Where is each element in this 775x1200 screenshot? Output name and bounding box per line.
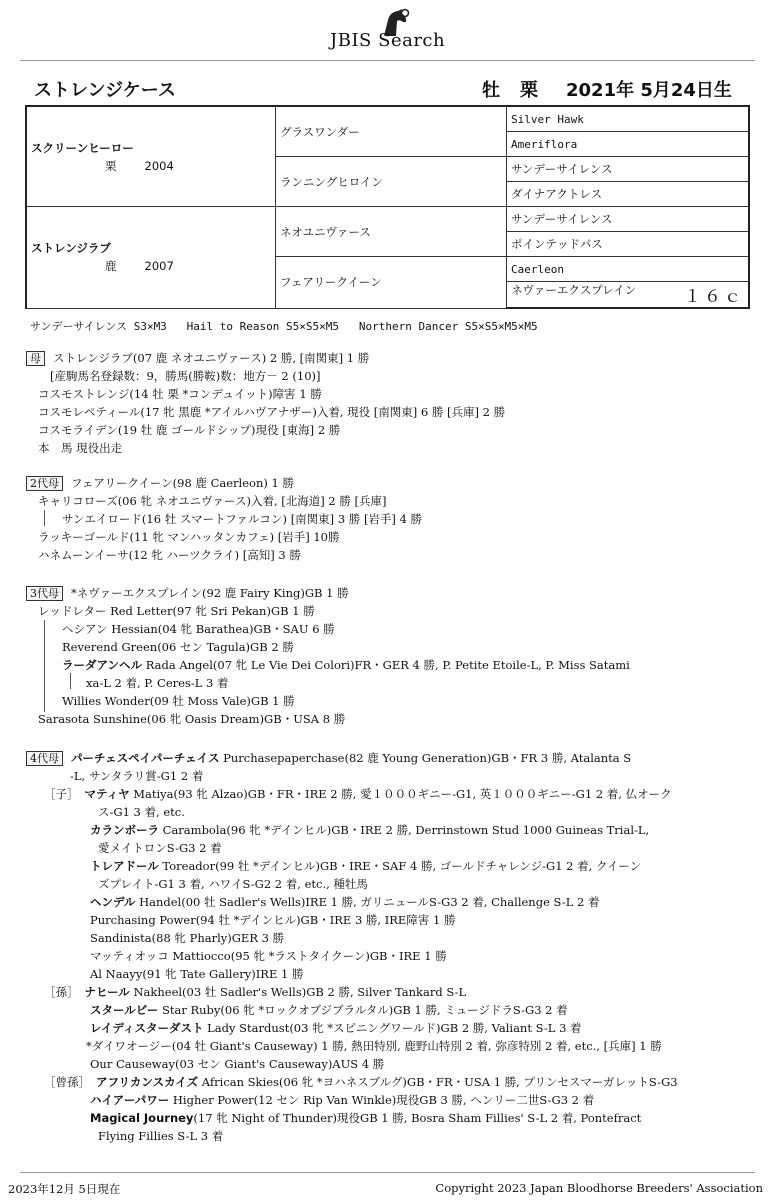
record-line [90,931,284,946]
pedigree-sire[interactable] [26,106,276,207]
record-line [44,787,672,802]
stakes-horse-name[interactable]: マティヤ [84,787,130,801]
record-text: Star Ruby(06 牝 *ロックオブジブラルタル)GB 1 勝, ミュージドラS-G3 2 着 [158,1003,568,1017]
record-text: xa-L 2 着, P. Ceres-L 3 着 [86,676,229,690]
logo-text: JBIS Search [330,30,446,51]
record-text: Flying Fillies S-L 3 着 [98,1129,224,1143]
record-line [90,967,303,982]
record-line [90,823,649,838]
record-text: フェアリークイーン(98 鹿 Caerleon) 1 勝 [71,476,294,490]
record-text: Purchasepaperchase(82 鹿 Young Generation)GB・FR 3 勝, Atalanta S [219,751,632,765]
pedigree-sds[interactable]: サンデーサイレンス [507,157,750,182]
record-line [90,1093,594,1108]
record-text: Willies Wonder(09 牡 Moss Vale)GB 1 勝 [62,694,295,708]
record-line [98,805,185,820]
horse-name: ストレンジケース [34,80,176,101]
record-text: Matiya(93 牝 Alzao)GB・FR・IRE 2 勝, 愛１０００ギニー-G1, 英１０００ギニー-G1 2 着, 仏オーク [129,787,672,801]
record-text: [産駒馬名登録数：9，勝馬(勝鞍)数：地方－ 2 (10)] [50,369,321,383]
record-line [38,712,345,727]
record-line [86,1039,662,1054]
record-line [38,441,122,456]
record-text: African Skies(06 牝 *ヨハネスブルグ)GB・FR・USA 1 勝, プリンセスマーガレットS-G3 [198,1075,678,1089]
record-line [90,1021,582,1036]
record-line [70,769,203,784]
pedigree-dsd[interactable]: ポインテッドパス [507,232,750,257]
stakes-horse-name[interactable]: ハイアーパワー [90,1093,170,1107]
record-text: Al Naayy(91 牝 Tate Gallery)IRE 1 勝 [90,967,304,981]
record-line [38,530,340,545]
horse-header [34,76,754,102]
record-line [26,751,631,766]
copyright: Copyright 2023 Japan Bloodhorse Breeders' Association [435,1181,763,1195]
record-text: Sandinista(88 牝 Pharly)GER 3 勝 [90,931,285,945]
pedigree-dam[interactable] [26,207,276,309]
pedigree-dd[interactable]: フェアリークイーン [276,257,507,309]
record-line [44,985,466,1000]
record-line [38,387,322,402]
record-text: Handel(00 牡 Sadler's Wells)IRE 1 勝, ガリニュールS-G3 2 着, Challenge S-L 2 着 [135,895,600,909]
record-text: 本 馬 現役出走 [38,441,123,455]
record-text: コスモレペティール(17 牝 黒鹿 *アイルハヴアナザー)入着, 現役 [南関東] 6 勝 [兵庫] 2 勝 [38,405,506,419]
record-text: Higher Power(12 セン Rip Van Winkle)現役GB 3 勝, ヘンリー二世S-G3 2 着 [169,1093,595,1107]
generation-tag: 3代母 [26,586,63,601]
record-text: Sarasota Sunshine(06 牝 Oasis Dream)GB・USA 8 勝 [38,712,346,726]
record-text: コスモライデン(19 牡 鹿 ゴールドシップ)現役 [東海] 2 勝 [38,423,341,437]
jbis-logo[interactable] [330,8,460,54]
record-text: Nakheel(03 牡 Sadler's Wells)GB 2 勝, Silver Tankard S-L [129,985,467,999]
record-line [38,494,387,509]
relation-label: ［子］ [44,787,79,801]
generation-tag: 2代母 [26,476,63,491]
record-line [50,369,321,384]
pedigree-sdd[interactable]: ダイナアクトレス [507,182,750,207]
pedigree-table [25,105,750,309]
stakes-horse-name[interactable]: スタールビー [90,1003,159,1017]
record-text: サンエイロード(16 牡 スマートファルコン) [南関東] 3 勝 [岩手] 4 勝 [62,512,423,526]
pedigree-dds[interactable]: Caerleon [507,257,750,282]
dam-year: 2007 [144,259,174,274]
record-text: Carambola(96 牝 *デインヒル)GB・IRE 2 勝, Derrinstown Stud 1000 Guineas Trial-L, [159,823,650,837]
horse-sex: 牡 [482,80,500,101]
pedigree-ssd[interactable]: Ameriflora [507,132,750,157]
stakes-horse-name[interactable]: レイディスターダスト [90,1021,204,1035]
inbreeding-line: サンデーサイレンス S3×M3 Hail to Reason S5×S5×M5 Northern Dancer S5×S5×M5×M5 [30,320,538,333]
record-line [62,512,422,527]
record-text: Toreador(99 牡 *デインヒル)GB・IRE・SAF 4 勝, ゴールドチャレンジ-G1 2 着, クイーン [158,859,642,873]
stakes-horse-name[interactable]: トレアドール [90,859,159,873]
record-text: ラッキーゴールド(11 牝 マンハッタンカフェ) [岩手] 10勝 [38,530,340,544]
record-text: マッティオッコ Mattiocco(95 牝 *ラストタイクーン)GB・IRE 1 勝 [90,949,447,963]
tree-connector [44,510,45,526]
record-line [90,1111,641,1126]
record-text: Reverend Green(06 セン Tagula)GB 2 勝 [62,640,294,654]
record-text: Our Causeway(03 セン Giant's Causeway)AUS 4 勝 [90,1057,385,1071]
record-line [26,476,294,491]
record-text: ス-G1 3 着, etc. [98,805,185,819]
pedigree-ds[interactable]: ネオユニヴァース [276,207,507,257]
record-text: ストレンジラブ(07 鹿 ネオユニヴァース) 2 勝, [南関東] 1 勝 [53,351,370,365]
record-line [38,405,505,420]
record-line [38,423,340,438]
stakes-horse-name[interactable]: ラーダアンヘル [62,658,143,672]
tree-connector [44,620,45,712]
record-line [26,586,349,601]
record-line [98,841,222,856]
stakes-horse-name[interactable]: ナヒール [84,985,130,999]
record-line [98,1129,223,1144]
generation-tag: 4代母 [26,751,63,766]
record-line [90,1057,384,1072]
record-line [44,1075,678,1090]
record-text: ヘシアン Hessian(04 牝 Barathea)GB・SAU 6 勝 [62,622,335,636]
record-text: Purchasing Power(94 牡 *デインヒル)GB・IRE 3 勝, IRE障害 1 勝 [90,913,456,927]
stakes-horse-name[interactable]: パーチェスペイパーチェイス [71,751,220,765]
record-text: コスモストレンジ(14 牡 栗 *コンデュイット)障害 1 勝 [38,387,322,401]
stakes-horse-name[interactable]: Magical Journey [90,1111,194,1125]
pedigree-sd[interactable]: ランニングヒロイン [276,157,507,207]
record-text: ハネムーンイーサ(12 牝 ハーツクライ) [高知] 3 勝 [38,548,301,562]
stakes-horse-name[interactable]: アフリカンスカイズ [96,1075,199,1089]
bottom-divider [20,1172,755,1173]
record-text: Lady Stardust(03 牝 *スピニングワールド)GB 2 勝, Valiant S-L 3 着 [203,1021,582,1035]
record-line [38,548,301,563]
record-line [98,877,368,892]
pedigree-dss[interactable]: サンデーサイレンス [507,207,750,232]
record-line [62,622,335,637]
record-text: Rada Angel(07 牝 Le Vie Dei Colori)FR・GER 4 勝, P. Petite Etoile-L, P. Miss Satami [142,658,630,672]
record-text: *ダイワオージー(04 牡 Giant's Causeway) 1 勝, 熱田特別, 鹿野山特別 2 着, 弥彦特別 2 着, etc., [兵庫] 1 勝 [86,1039,662,1053]
tree-connector [70,673,71,689]
record-line [38,604,315,619]
record-line [26,351,369,366]
record-line [90,859,641,874]
record-text: -L, サンタラリ賞-G1 2 着 [70,769,204,783]
sire-name: スクリーンヒーロー [31,140,134,155]
stakes-horse-name[interactable]: ヘンデル [90,895,136,909]
record-text: キャリコローズ(06 牝 ネオユニヴァース)入着, [北海道] 2 勝 [兵庫] [38,494,387,508]
top-divider [20,60,755,61]
pedigree-sss[interactable]: Silver Hawk [507,106,750,132]
as-of-date: 2023年12月 5日現在 [8,1182,121,1196]
record-text: ズプレイト-G1 3 着, ハワイS-G2 2 着, etc., 種牡馬 [98,877,368,891]
generation-tag: 母 [26,351,45,366]
record-line [62,694,295,709]
relation-label: ［曾孫］ [44,1075,90,1089]
sire-year: 2004 [144,158,174,173]
record-text: *ネヴァーエクスプレイン(92 鹿 Fairy King)GB 1 勝 [71,586,349,600]
record-text: (17 牝 Night of Thunder)現役GB 1 勝, Bosra Sham Fillies' S-L 2 着, Pontefract [193,1111,642,1125]
record-text: 愛メイトロンS-G3 2 着 [98,841,222,855]
record-line [62,640,294,655]
stakes-horse-name[interactable]: カランボーラ [90,823,159,837]
record-line [90,1003,568,1018]
record-line [90,949,447,964]
record-line [90,913,455,928]
pedigree-ddd[interactable] [507,282,750,309]
horse-color: 栗 [520,80,538,101]
family-number: １６ｃ [684,287,744,307]
record-line [90,895,600,910]
record-line [86,676,228,691]
sire-color: 栗 [105,158,117,173]
record-line [62,658,630,673]
ddd-name: ネヴァーエクスプレイン [511,283,637,297]
pedigree-ss[interactable]: グラスワンダー [276,106,507,157]
record-text: レッドレター Red Letter(97 牝 Sri Pekan)GB 1 勝 [38,604,315,618]
relation-label: ［孫］ [44,985,79,999]
horse-birthdate: 2021年 5月24日生 [566,80,732,101]
dam-name: ストレンジラブ [31,241,111,256]
dam-color: 鹿 [105,259,117,274]
